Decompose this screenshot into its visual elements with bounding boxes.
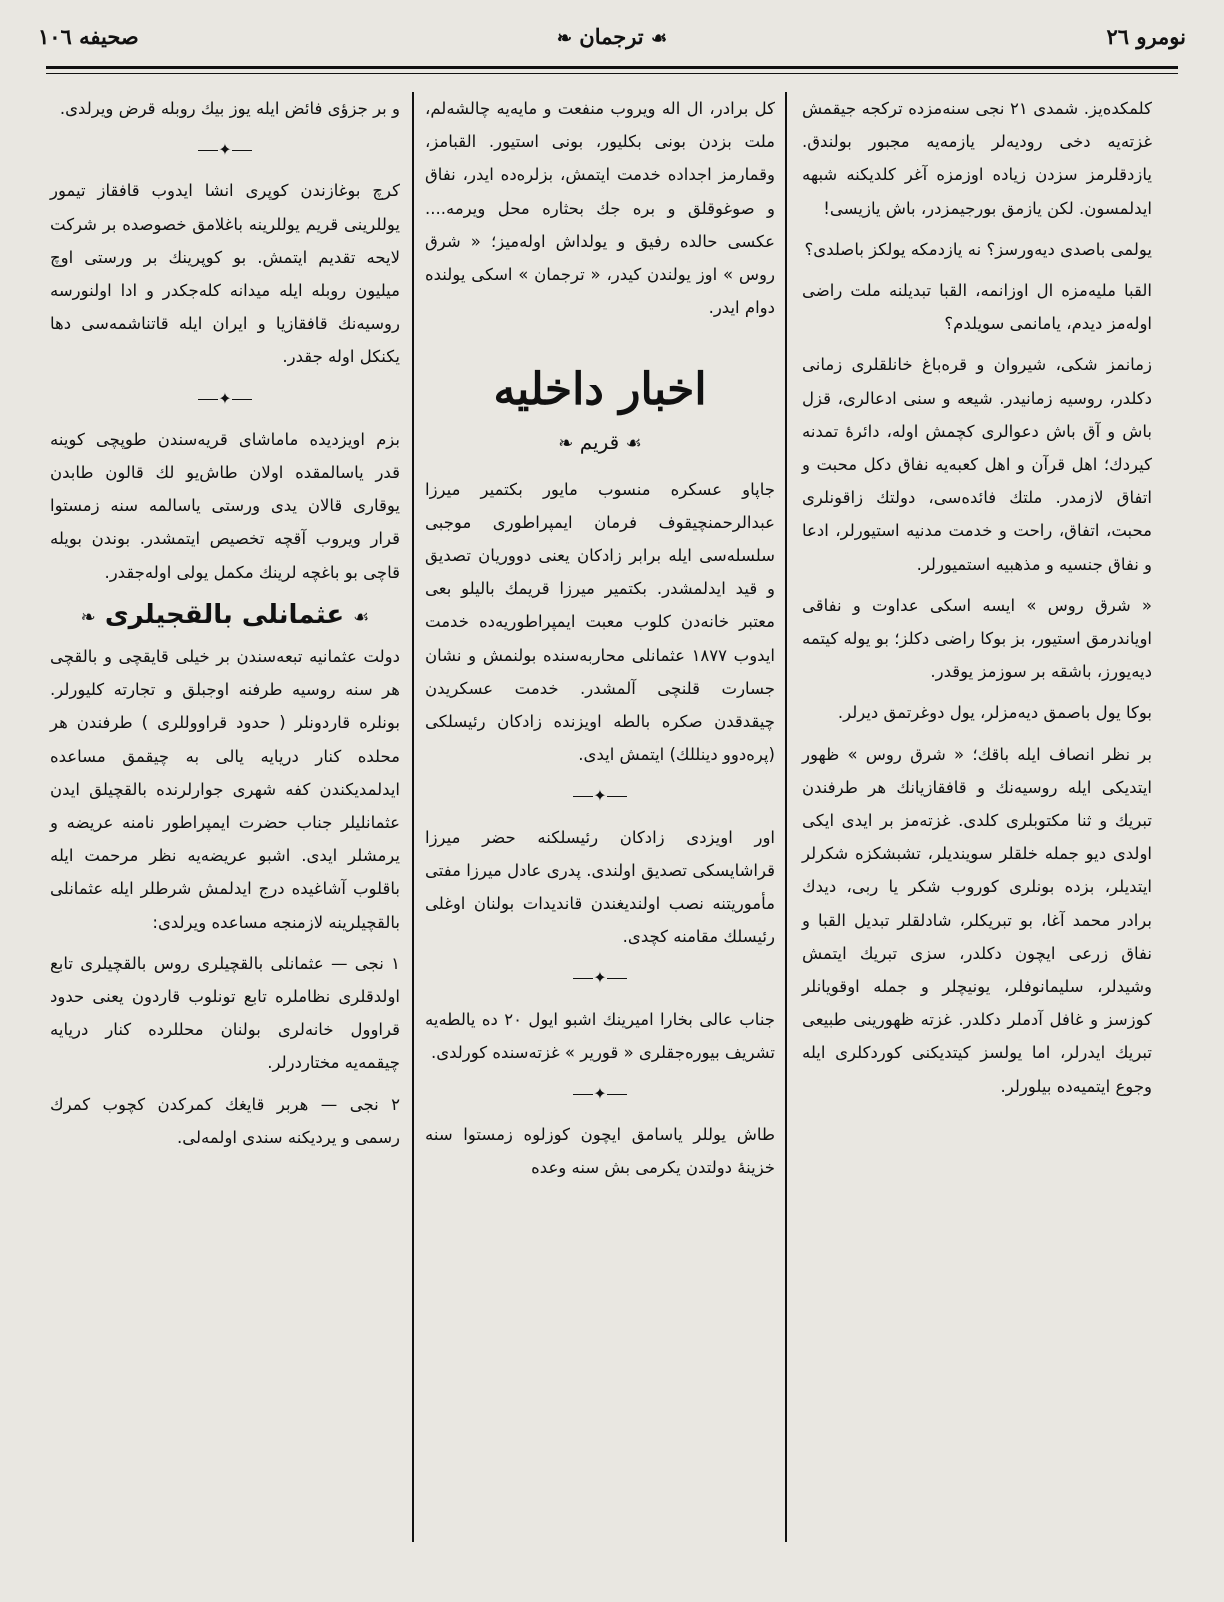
paragraph: جاپاو عسكره منسوب مايور بكتمير ميرزا عبدالرحمنچيقوف فرمان ايمپراطورى موجبى سلسله‌سى ايله برابر زادكان يعنى دووريان تصديق و قيد ايدلمشدر. بكتمير ميرزا قريمك باليلو بعى معتبر خانه‌دن كلوب معبت ايمپراطوريه‌ده خدمت ايدوب ١٨٧٧ عثمانلى محاربه‌سنده بولنمش و نشان جسارت قلنچى آلمشدر. خدمت عسكريدن چيقدقدن صكره بالطه اويزنده زادكان رئيسلكى (پره‌دوو دينللك) ايتمش ايدى. xyxy=(425,479,775,765)
paragraph: كلمكده‌يز. شمدى ٢١ نجى سنه‌مزده تركجه جيقمش غزته‌يه دخى روديه‌لر يازمه‌يه مجبور بولندق. يازدقلرمز سزدن زياده اوزمزه آغر كلديكنه شبهه ايدلمسون. لكن يازمق بورجيمزدر، باش يازيسى! xyxy=(802,99,1152,218)
ornament-right: ☙ xyxy=(625,433,642,455)
diamond-ornament-icon: ✦ xyxy=(593,1084,607,1104)
paragraph: يولمى باصدى ديه‌ورسز؟ نه يازدمكه يولكز باصلدى؟ xyxy=(804,239,1152,259)
paragraph: و بر جزؤى فائض ايله يوز بيك روبله قرض ويرلدى. xyxy=(59,99,400,118)
ornament-left: ❧ xyxy=(556,28,572,49)
separator xyxy=(425,1077,775,1110)
paragraph: كل برادر، ال اله ويروب منفعت و مايه‌يه چالشه‌لم، ملت بزدن بونى بكليور، بونى استيور. القبامز، وقمارمز اجداده خدمت ايتمش، بزلره‌ده ايدر، نفاق و صوغوقلق و بره جك بحثاره محل ويرمه.... عكسى حالده رفيق و يولداش اوله‌ميز؛ « شرق روس » اوز يولندن كيدر، « ترجمان » اسكى يولنده دوام ايدر. xyxy=(425,99,775,318)
masthead-title-text: ترجمان xyxy=(579,24,644,49)
column-middle xyxy=(425,92,775,1193)
ornament-left: ❧ xyxy=(80,606,96,628)
separator xyxy=(50,133,400,166)
section-heading-ottoman-fishermen xyxy=(50,599,400,634)
diamond-ornament-icon: ✦ xyxy=(593,786,607,806)
separator xyxy=(425,961,775,994)
column-divider xyxy=(412,92,414,1542)
diamond-ornament-icon: ✦ xyxy=(218,140,232,160)
ornament-left: ❧ xyxy=(558,433,574,455)
ornament-right: ☙ xyxy=(650,28,668,49)
paragraph: ٢ نجى — هربر قايغك كمركدن كچوب كمرك رسمى و يرديكنه سندى اولمه‌لى. xyxy=(50,1094,400,1147)
separator xyxy=(50,382,400,415)
paragraph: كرچ بوغازندن كوپرى انشا ايدوب قافقاز تيمور يوللرينى قريم يوللرينه باغلامق خصوصده بر شركت لايحه تقديم ايتمش. بو كوپرينك بر ورستى اوچ ميليون روبله ايله ميدانه كله‌جكدر و ادا اولنورسه روسيه‌نك قافقازيا و ايران ايله قاتناشمه‌سى دها يكنكل اوله جقدر. xyxy=(50,181,400,367)
header-rule-thin xyxy=(46,73,1178,74)
column-divider xyxy=(785,92,787,1542)
header-rule-thick xyxy=(46,66,1178,69)
masthead-title xyxy=(38,24,1186,49)
diamond-ornament-icon: ✦ xyxy=(593,968,607,988)
column-left xyxy=(50,92,400,1162)
page-number: صحيفه ١٠٦ xyxy=(38,24,139,49)
subheading-text: قريم xyxy=(579,430,620,455)
paragraph: بر نظر انصاف ايله باقك؛ « شرق روس » ظهور ايتديكى ايله روسيه‌نك و قافقازيانك هر طرفندن تبريك و ثنا مكتوبلرى كلدى. غزته‌مز بر ايدى ايكى اولدى ديو جمله خلقلر سوينديلر، تشبشكزه شكرلر ايتديلر، بزده بونلرى كوروب شكر يا ربى، ديدك برادر محمد آغا، بو تبريكلر، شادلقلر تبديل القبا و نفاق زرعى ايچون دكلدر، سزى تبريك ايتمش وشيدلر، سليمانوفلر، يونيچلر و جمله اوقويانلر كوزسز و غافل آدملر دكلدر. غزته ظهورينى طبيعى تبريك ايدرلر، اما يولسز كيتديكنى كوردكلرى ايله وجوع ايتميه‌ده بيلورلر. xyxy=(802,744,1152,1096)
paragraph: بوكا يول باصمق ديه‌مزلر، يول دوغرتمق ديرلر. xyxy=(837,703,1152,723)
paragraph: القبا مليه‌مزه ال اوزانمه، القبا تبديلنه ملت راضى اوله‌مز ديدم، يامانمى سويلدم؟ xyxy=(802,281,1152,334)
column-right xyxy=(802,92,1152,1111)
subheading-crimea xyxy=(425,426,775,460)
paragraph: بزم اويزديده ماماشاى قريه‌سندن طوپچى كوينه قدر ياسالمقده اولان طاش‌يو لك قالون طابدن يوقارى قالان يدى ورستى ياسالمه سنه زمستوا قرار ويروب آقچه تخصيص ايتمشدر. بوندن بويله قاچى بو باغچه لرينك مكمل يولى اوله‌جقدر. xyxy=(50,429,400,582)
paragraph: ١ نجى — عثمانلى بالقچيلرى روس بالقچيلرى تابع اولدقلرى نظاملره تابع تونلوب قاردون يعنى حدود قراوول خانه‌لرى بولنان محللرده كنار دريايه چيقمه‌يه مختاردرلر. xyxy=(50,953,400,1073)
separator xyxy=(425,779,775,812)
heading-text: عثمانلى بالقجيلرى xyxy=(104,599,345,630)
paragraph: طاش يوللر ياسامق ايچون كوزلوه زمستوا سنه خزينهٔ دولتدن يكرمى بش سنه وعده xyxy=(425,1125,775,1178)
paragraph: اور اويزدى زادكان رئيسلكنه حضر ميرزا قراشايسكى تصديق اولندى. پدرى عادل ميرزا مفتى مأموريتنه نصب اولنديغندن قانديدات بولنان اوغلى رئيسلك مقامنه كچدى. xyxy=(425,827,775,947)
ornament-right: ☙ xyxy=(353,606,370,628)
issue-number: نومرو ٢٦ xyxy=(1106,24,1186,49)
paragraph: « شرق روس » ايسه اسكى عداوت و نفاقى اوياندرمق استيور، بز بوكا راضى دكلز؛ بو يوله كيتمه ديه‌يورز، باشقه بر سوزمز يوقدر. xyxy=(802,595,1152,682)
diamond-ornament-icon: ✦ xyxy=(218,388,232,408)
paragraph: جناب عالى بخارا اميرينك اشبو ايول ٢٠ ده يالطه‌يه تشريف بيوره‌جقلرى « قورير » غزته‌سنده كورلدى. xyxy=(425,1009,775,1062)
page-header xyxy=(38,24,1186,68)
paragraph: دولت عثمانيه تبعه‌سندن بر خيلى قايقچى و بالقچى هر سنه روسيه طرفنه اوجبلق و تجارته كليورلر. بونلره قاردونلر ( حدود قراووللرى ) طرفندن هر محلده كنار دريايه يالى به چيقمق مساعده ايدلمديكندن كفه شهرى جوارلرنده بالقچيلق ايدن عثمانليلر جناب حضرت ايمپراطور نامنه عريضه و يرمشلر ايدى. اشبو عريضه‌يه نظر مرحمت ايله باقلوب آشاغيده درج ايدلمش شرطلر ايله عثمانلى بالقچيلرينه لازمنجه مساعده ويرلدى: xyxy=(50,647,400,932)
paragraph: زمانمز شكى، شيروان و قره‌باغ خانلقلرى زمانى دكلدر، روسيه زمانيدر. شيعه و سنى ادعالرى، قزل باش و آق باش دعوالرى كچمش اوله، دائرهٔ تمدنه كيردك؛ اهل قرآن و اهل كعبه‌يه نفاق دكل محبت و اتفاق لازمدر. ملتك فائده‌سى، دولتك زاقونلرى محبت، اتفاق، راحت و خدمت مدنيه استيورلر، ادعا و نفاق جنسيه و مذهبيه استميورلر. xyxy=(802,355,1152,574)
section-heading-domestic-news: اخبار داخليه xyxy=(493,364,707,416)
